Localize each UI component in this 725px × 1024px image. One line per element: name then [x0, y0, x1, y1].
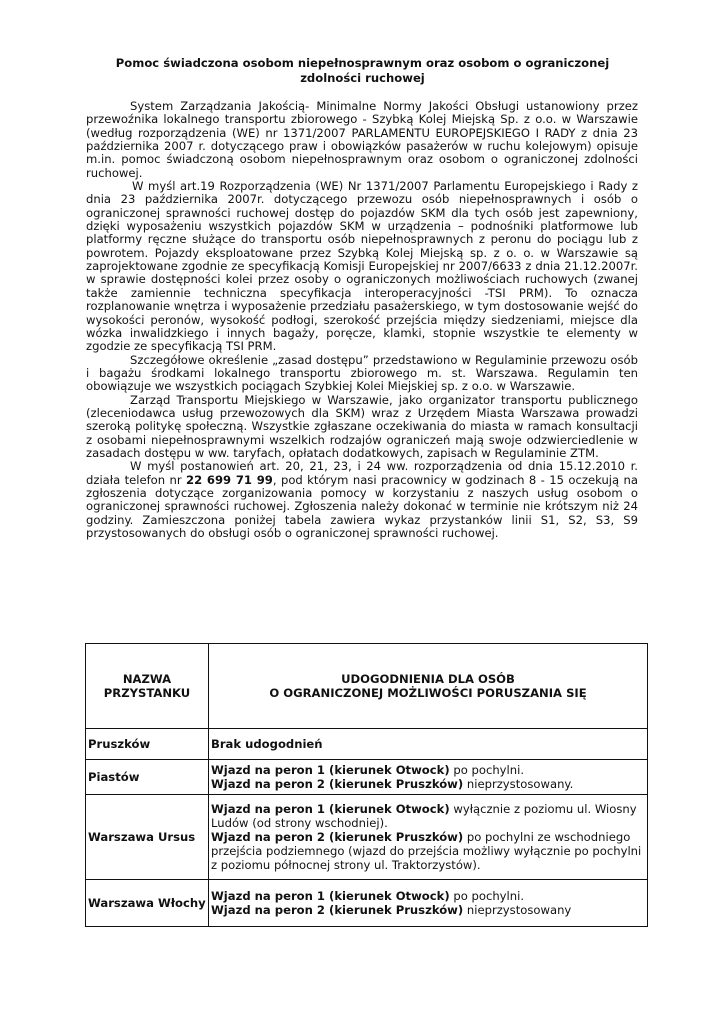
stations-accessibility-table: [85, 643, 648, 927]
facility-detail: po pochylni.: [449, 763, 525, 777]
facility-platform-label: Wjazd na peron 1 (kierunek Otwock): [211, 763, 450, 777]
paragraph-phone-intro: W myśl postanowień art. 20, 21, 23, i 24 ww. rozporządzenia od dnia 15.12.2010 r. działa telefon nr: [86, 459, 638, 487]
station-name: Warszawa Włochy: [86, 880, 209, 927]
header-facilities-line2: O OGRANICZONEJ MOŻLIWOŚCI PORUSZANIA SIĘ: [269, 686, 587, 700]
paragraph-article-19: W myśl art.19 Rozporządzenia (WE) Nr 1371/2007 Parlamentu Europejskiego i Rady z dnia 23 października 2007r. dotyczącego przewozu osób niepełnosprawnych i osób o ograniczonej sprawności ruchowej dostęp do pojazdów SKM dla tych osób jest zapewniony, dzięki wyposażeniu wszystkich pojazdów SKM w urządzenia – podnośniki platformowe lub platformy ręczne służące do transportu osób niepełnosprawnych z peronu do pociągu lub z powrotem. Pojazdy eksploatowane przez Szybką Kolej Miejską sp. z o. o. w Warszawie są zaprojektowane zgodnie ze specyfikacją Komisji Europejskiej nr 2007/6633 z dnia 21.12.2007r. w sprawie dostępności kolei przez osoby o ograniczonych możliwościach ruchowych (zwanej także zamiennie techniczna specyfikacja interoperacyjności -TSI PRM). To oznacza rozplanowanie wnętrza i wyposażenie przedziału pasażerskiego, w tym dostosowanie wejść do wysokości peronów, wysokość podłogi, szerokość przejścia między siedzeniami, miejsce dla wózka inwalidzkiego i innych bagaży, poręcze, klamki, stopnie wszystkie te elementy w zgodzie ze specyfikacją TSI PRM.: [86, 179, 638, 354]
station-name: Pruszków: [86, 729, 209, 760]
facility-platform-label: Brak udogodnień: [211, 737, 323, 751]
facility-platform-label: Wjazd na peron 2 (kierunek Pruszków): [211, 830, 464, 844]
header-facilities-line1: UDOGODNIENIA DLA OSÓB: [341, 672, 515, 686]
header-station-name-line1: NAZWA: [122, 672, 172, 686]
facility-line: [211, 763, 645, 777]
facility-platform-label: Wjazd na peron 2 (kierunek Pruszków): [211, 903, 464, 917]
paragraph-phone-details: , pod którym nasi pracownicy w godzinach 8 - 15 oczekują na zgłoszenia dotyczące zorganizowania pomocy w korzystaniu z naszych usług osobom o ograniczonej sprawności ruchowej. Zgłoszenia należy dokonać w terminie nie krótszym niż 24 godziny. Zamieszczona poniżej tabela zawiera wykaz przystanków linii S1, S2, S3, S9 przystosowanych do obsługi osób o ograniczonej sprawności ruchowej.: [86, 472, 638, 540]
facility-line: [211, 777, 645, 791]
phone-number: 22 699 71 99: [186, 472, 273, 487]
paragraph-access-rules: Szczegółowe określenie „zasad dostępu” przedstawiono w Regulaminie przewozu osób i bagażu środkami lokalnego transportu zbiorowego m. st. Warszawa. Regulamin ten obowiązuje we wszystkich pociągach Szybkiej Kolei Miejskiej sp. z o.o. w Warszawie.: [86, 352, 638, 394]
table-header-row: [86, 644, 648, 729]
facility-platform-label: Wjazd na peron 2 (kierunek Pruszków): [211, 777, 464, 791]
facility-detail: wyłącznie z poziomu ul. Wiosny Ludów (od strony wschodniej).: [211, 802, 637, 830]
facility-line: [211, 830, 645, 872]
document-title: Pomoc świadczona osobom niepełnosprawnym oraz osobom o ograniczonej zdolności ruchowej: [115, 56, 610, 85]
facility-platform-label: Wjazd na peron 1 (kierunek Otwock): [211, 802, 450, 816]
facility-line: [211, 737, 645, 751]
header-station-name: [86, 644, 209, 729]
table-row: [86, 880, 648, 927]
facility-detail: po pochylni.: [449, 889, 525, 903]
station-facilities: [209, 729, 648, 760]
facility-platform-label: Wjazd na peron 1 (kierunek Otwock): [211, 889, 450, 903]
facility-detail: nieprzystosowany.: [463, 777, 574, 791]
paragraph-ztm-policy: Zarząd Transportu Miejskiego w Warszawie, jako organizator transportu publicznego (zleceniodawca usług przewozowych dla SKM) wraz z Urzędem Miasta Warszawa prowadzi szeroką politykę społeczną. Wszystkie zgłaszane oczekiwania do miasta w ramach konsultacji z osobami niepełnosprawnymi wszelkich rodzajów ograniczeń mają swoje odzwierciedlenie w zasadach dostępu w ww. taryfach, opłatach dodatkowych, zapisach w Regulaminie ZTM.: [86, 392, 638, 460]
document-body: [86, 100, 638, 540]
facility-detail: nieprzystosowany: [463, 903, 572, 917]
paragraph-quality-system: System Zarządzania Jakością- Minimalne Normy Jakości Obsługi ustanowiony przez przewoźnika lokalnego transportu zbiorowego - Szybką Kolej Miejską Sp. z o.o. w Warszawie (według rozporządzenia (WE) nr 1371/2007 PARLAMENTU EUROPEJSKIEGO I RADY z dnia 23 października 2007 r. dotyczącego praw i obowiązków pasażerów w ruchu kolejowym) opisuje m.in. pomoc świadczoną osobom niepełnosprawnym oraz osobom o ograniczonej zdolności ruchowej.: [86, 99, 638, 180]
table-row: [86, 760, 648, 795]
facility-line: [211, 802, 645, 830]
station-facilities: [209, 795, 648, 880]
header-station-name-line2: PRZYSTANKU: [103, 686, 191, 700]
table-row: [86, 729, 648, 760]
table-row: [86, 795, 648, 880]
facility-detail: po pochylni ze wschodniego przejścia podziemnego (wjazd do przejścia możliwy wyłącznie po pochylni z poziomu północnej strony ul. Traktorzystów).: [211, 830, 642, 872]
station-facilities: [209, 880, 648, 927]
paragraph-assistance-phone: [86, 460, 638, 540]
facility-line: [211, 889, 645, 903]
header-facilities: [209, 644, 648, 729]
facility-line: [211, 903, 645, 917]
station-name: Warszawa Ursus: [86, 795, 209, 880]
station-name: Piastów: [86, 760, 209, 795]
station-facilities: [209, 760, 648, 795]
